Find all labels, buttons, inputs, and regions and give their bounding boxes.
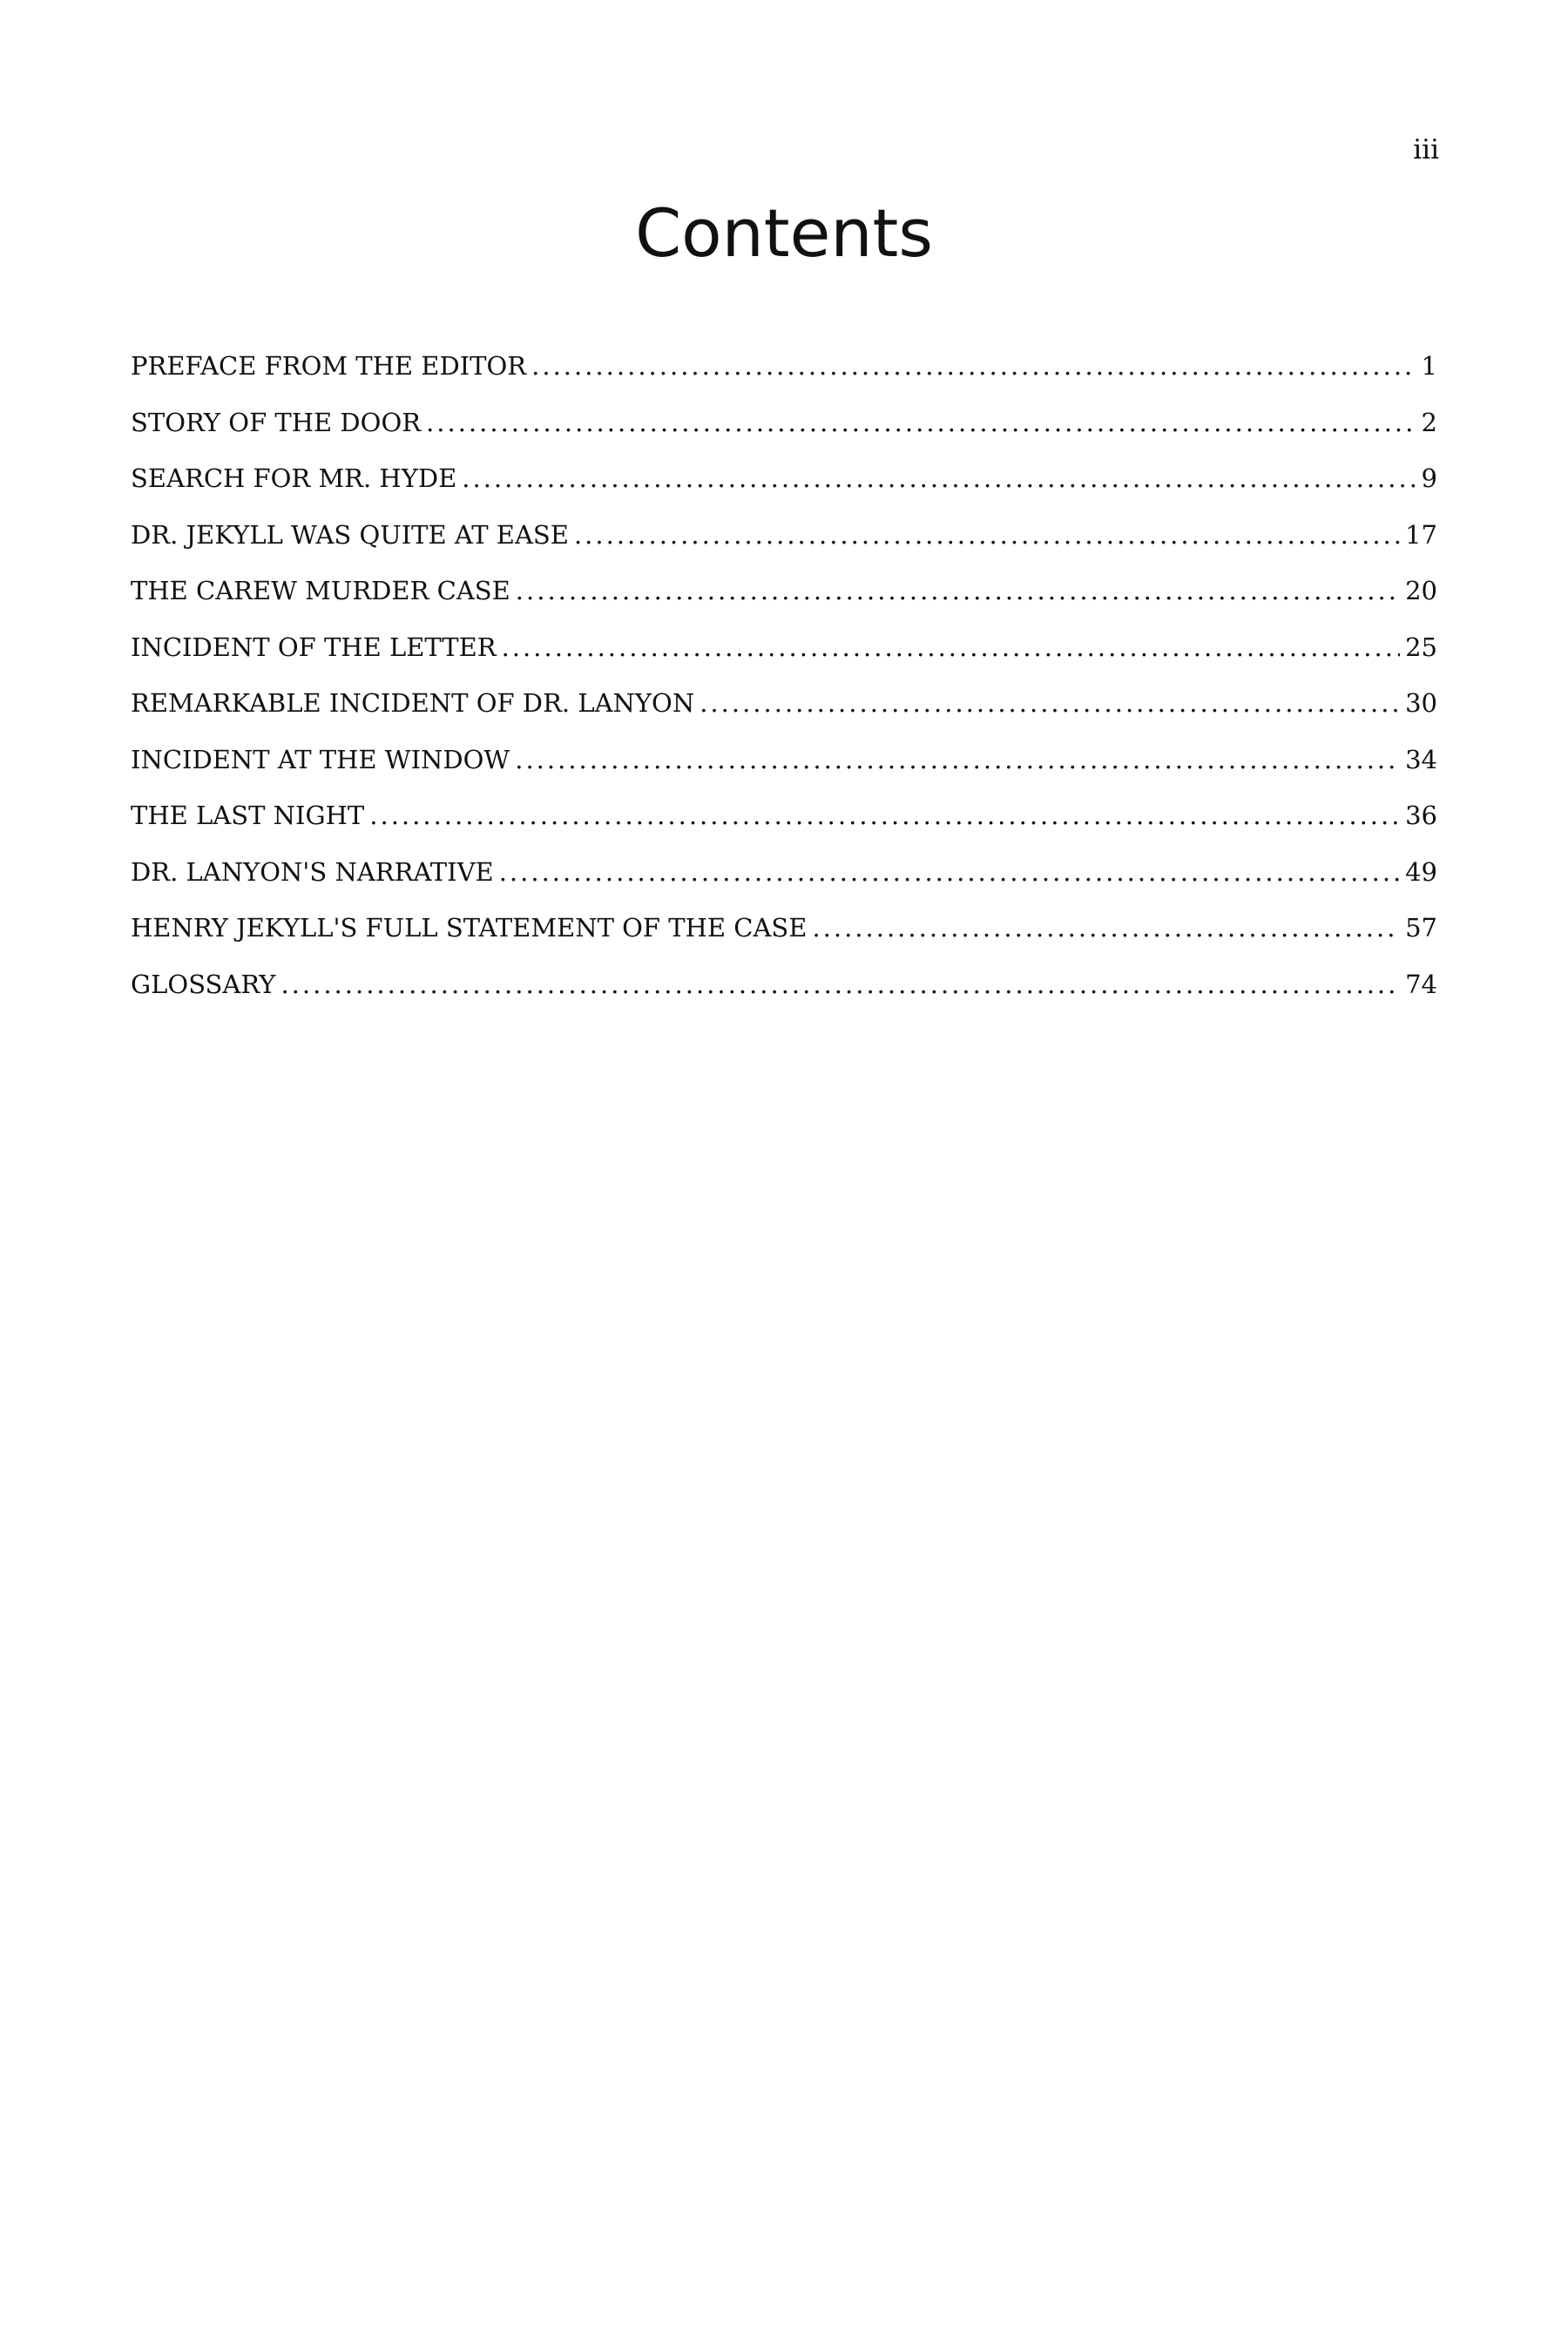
toc-entry-page: 74 [1405, 969, 1437, 999]
toc-entry-page: 30 [1405, 688, 1437, 718]
toc-entry-title: DR. LANYON'S NARRATIVE [131, 856, 494, 887]
toc-leader-dots [531, 347, 1416, 385]
table-of-contents [131, 347, 1437, 1021]
toc-entry-title: SEARCH FOR MR. HYDE [131, 463, 457, 493]
toc-leader-dots [516, 571, 1400, 610]
toc-leader-dots [280, 965, 1400, 1004]
toc-entry-page: 36 [1405, 801, 1437, 830]
toc-leader-dots [574, 516, 1400, 554]
toc-entry-page: 2 [1421, 407, 1437, 437]
toc-entry-title: THE CAREW MURDER CASE [131, 576, 510, 605]
page-number: iii [1413, 134, 1439, 166]
toc-entry[interactable] [131, 853, 1437, 909]
toc-leader-dots [502, 628, 1400, 666]
toc-entry-page: 25 [1405, 632, 1437, 662]
toc-entry-title: INCIDENT AT THE WINDOW [131, 744, 510, 774]
toc-entry[interactable] [131, 684, 1437, 740]
toc-entry[interactable] [131, 347, 1437, 403]
toc-entry-title: REMARKABLE INCIDENT OF DR. LANYON [131, 688, 695, 718]
toc-leader-dots [700, 684, 1400, 722]
toc-leader-dots [462, 459, 1416, 497]
toc-entry-title: GLOSSARY [131, 969, 276, 999]
toc-entry-title: DR. JEKYLL WAS QUITE AT EASE [131, 519, 569, 550]
toc-entry[interactable] [131, 459, 1437, 516]
toc-entry-page: 57 [1405, 913, 1437, 943]
toc-entry-page: 1 [1421, 351, 1437, 381]
toc-leader-dots [499, 853, 1400, 891]
toc-entry[interactable] [131, 403, 1437, 460]
toc-entry-title: HENRY JEKYLL'S FULL STATEMENT OF THE CASE [131, 913, 808, 943]
toc-entry-page: 34 [1405, 744, 1437, 774]
page-title: Contents [635, 194, 933, 272]
toc-leader-dots [426, 403, 1416, 442]
toc-entry[interactable] [131, 740, 1437, 797]
toc-entry-title: STORY OF THE DOOR [131, 407, 422, 437]
toc-entry-title: THE LAST NIGHT [131, 801, 365, 830]
toc-entry-page: 9 [1421, 463, 1437, 493]
toc-entry[interactable] [131, 628, 1437, 685]
toc-entry-page: 49 [1405, 856, 1437, 887]
toc-entry[interactable] [131, 516, 1437, 572]
toc-entry[interactable] [131, 571, 1437, 628]
toc-leader-dots [369, 796, 1400, 835]
toc-entry-page: 20 [1405, 576, 1437, 605]
toc-entry[interactable] [131, 796, 1437, 853]
toc-entry[interactable] [131, 909, 1437, 965]
toc-entry-page: 17 [1405, 519, 1437, 550]
toc-entry-title: PREFACE FROM THE EDITOR [131, 351, 527, 381]
toc-entry-title: INCIDENT OF THE LETTER [131, 632, 497, 662]
toc-leader-dots [515, 740, 1400, 779]
toc-leader-dots [812, 909, 1400, 947]
toc-entry[interactable] [131, 965, 1437, 1022]
